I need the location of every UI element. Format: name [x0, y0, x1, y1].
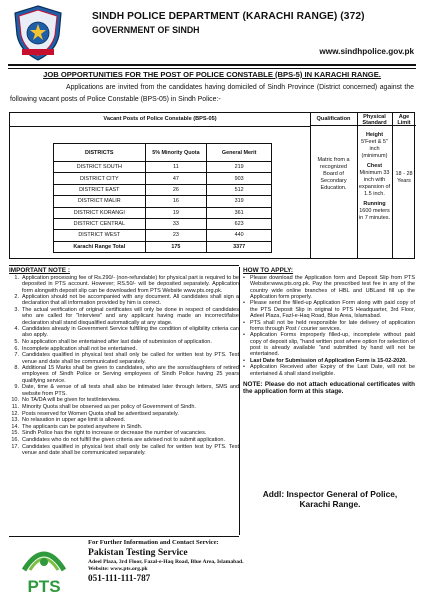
table-row — [54, 230, 272, 241]
footer-contact-line: For Further Information and Contact Service: — [88, 539, 219, 546]
list-item: 2. Application should not be accompanied with any document. All candidates shall sign a declaration that all information provided by him is correct. — [14, 294, 239, 307]
list-item: 16. Candidates who do not fulfill the given criteria are advised not to submit application. — [11, 437, 226, 444]
table-cell: 16 — [145, 196, 207, 207]
list-item: 11. Minority Quota shall be observed as per policy of Government of Sindh. — [11, 403, 196, 410]
pts-logo-icon — [14, 540, 74, 598]
list-item-text: No relaxation in upper age limit is allowed. — [22, 417, 126, 424]
table-cell: 903 — [207, 173, 272, 184]
list-item: 8. Additional 15 Marks shall be given to candidates, who are the sons/daughters of retired employees of Sindh Police or Serving employees of Sindh Police having 25 years qualifying service. — [14, 365, 239, 384]
table-divider — [310, 113, 311, 258]
district-table — [53, 143, 272, 253]
how-to-apply-heading: HOW TO APPLY: — [243, 267, 294, 274]
table-cell: 440 — [207, 230, 272, 241]
table-cell: DISTRICT MALIR — [54, 196, 146, 207]
list-item-text: Candidates already in Government Service fulfilling the condition of eligibility criteria can also apply. — [22, 326, 239, 339]
footer-rule — [9, 536, 239, 537]
list-item-text: Candidates qualified in physical test shall only be called for written test by PTS. Test venue and date shall be communicated separately. — [22, 352, 239, 365]
footer-address: Adeel Plaza, 3rd Floor, Fazal-e-Haq Road, Blue Area, Islamabad. — [88, 559, 244, 565]
table-cell: 512 — [207, 184, 272, 195]
list-item-text: Posts reserved for Women Quota shall be advertised separately. — [22, 410, 179, 417]
height-label: Height — [365, 132, 384, 138]
list-item: • Application Forms improperly filled-up, incomplete without paid copy of deposit slip, "hand written post where option for selection of post is already available "and submitted by hand will not be entertained. — [243, 332, 415, 358]
list-item: 15. Sindh Police has the right to increase or decrease the number of vacancies. — [11, 430, 207, 437]
intro-paragraph: Applications are invited from the candidates having domiciled of Sindh Province (District concerned) against the following vacant posts of Police Constable (BPS-05) in Sindh Police:- — [10, 84, 414, 103]
list-item-text: Please download the Application form and Deposit Slip from PTS Website:www.pts.org.pk. Pay the prescribed test fee in any of the country wide online branches of HBL and UBLand fill up the Application form properly. — [250, 275, 415, 300]
list-item-text: Candidates who do not fulfill the given criteria are advised not to submit application. — [22, 437, 226, 444]
page-header — [8, 5, 416, 63]
table-row — [54, 207, 272, 218]
svg-text:PTS: PTS — [27, 577, 61, 596]
table-row — [54, 173, 272, 184]
list-item: 1. Application processing fee of Rs.290/- (non-refundable) for physical part is required to be deposited in PTS account. However; RS.50/- will be deposited separately. Application form alongwith deposit slip can be downloaded from PTS Website www.pts.org.pk. — [14, 275, 239, 294]
table-cell: DISTRICT KORANGI — [54, 207, 146, 218]
list-item: 17. Candidates qualified in physical test shall only be called for written test by PTS. Test venue and date shall be communicated separately. — [11, 443, 239, 456]
list-item: 13. No relaxation in upper age limit is allowed. — [11, 417, 126, 424]
list-item-text: Additional 15 Marks shall be given to candidates, who are the sons/daughters of retired employees of Sindh Police or Serving employees of Sindh Police having 25 years qualifying service. — [22, 365, 239, 384]
table-total-row — [54, 241, 272, 252]
footer-phone[interactable]: 051-111-111-787 — [88, 573, 151, 583]
running-value: 1600 meters in 7 minutes. — [358, 208, 391, 221]
table-row — [54, 162, 272, 173]
list-item-text: Application processing fee of Rs.290/- (non-refundable) for physical part is required to be deposited in PTS account. However; RS.50/- will be deposited separately. Application form alongwith deposit slip can be downloaded from PTS Website www.pts.org.pk. — [22, 275, 239, 294]
table-divider — [392, 113, 393, 258]
list-item: • Please send the filled-up Application Form along with paid copy of the PTS Deposit Slip in original to PTS Headquarter, 3rd Floor, Adeel Plaza, Fazl-e-Haq Road, Blue Area, Islamabad. — [243, 300, 415, 319]
list-item-text: No TA/DA will be given for test/interview. — [22, 397, 121, 404]
header-rule — [8, 64, 416, 66]
list-item-text: No application shall be entertained after last date of submission of application. — [22, 339, 212, 346]
list-item: 14. The applicants can be posted anywhere in Sindh. — [11, 423, 143, 430]
table-cell: Karachi Range Total — [54, 241, 146, 252]
table-cell: 11 — [145, 162, 207, 173]
list-item-text: Candidates qualified in physical test shall only be called for written test by PTS. Test venue and date shall be communicated separately. — [22, 443, 239, 456]
list-item-text: The applicants can be posted anywhere in Sindh. — [22, 423, 143, 430]
list-item: 4. Candidates already in Government Service fulfilling the condition of eligibility criteria can also apply. — [14, 326, 239, 339]
list-item-text: Please send the filled-up Application Form along with paid copy of the PTS Deposit Slip in original to PTS Headquarter, 3rd Floor, Adeel Plaza, Fazl-e-Haq Road, Blue Area, Islamabad. — [250, 300, 415, 319]
important-note-list — [9, 275, 239, 456]
list-item: • Application Received after Expiry of the Last Date, will not be entertained & shall stand ineligible. — [243, 364, 415, 377]
table-cell: 47 — [145, 173, 207, 184]
important-note — [9, 267, 239, 547]
running-label: Running — [363, 201, 386, 207]
list-item-text: Incomplete application shall not be entertained. — [22, 345, 137, 352]
table-cell: 175 — [145, 241, 207, 252]
column-header: DISTRICTS — [54, 144, 146, 162]
column-header: 5% Minority Quota — [145, 144, 207, 162]
footer-contact — [88, 539, 248, 583]
table-cell: 361 — [207, 207, 272, 218]
physical-header: Physical Standard — [362, 114, 387, 126]
table-cell: DISTRICT CITY — [54, 173, 146, 184]
table-cell: DISTRICT EAST — [54, 184, 146, 195]
list-item-text: Minority Quota shall be observed as per policy of Government of Sindh. — [22, 403, 196, 410]
list-item: • Last Date for Submission of Application Form is 15-02-2020. — [243, 357, 407, 364]
table-cell: 3377 — [207, 241, 272, 252]
list-item: 10. No TA/DA will be given for test/interview. — [11, 397, 121, 404]
government-title: GOVERNMENT OF SINDH — [92, 25, 200, 35]
job-title: JOB OPPORTUNITIES FOR THE POST OF POLICE CONSTABLE (BPS-5) IN KARACHI RANGE. — [43, 70, 381, 79]
list-item-text: Application should not be accompanied with any document. All candidates shall sign a declaration that all information provided by him is correct. — [22, 294, 239, 307]
how-to-apply-list — [243, 275, 415, 377]
chest-label: Chest — [366, 163, 383, 169]
table-cell: 26 — [145, 184, 207, 195]
column-header: General Merit — [207, 144, 272, 162]
list-item: • PTS shall not be held responsible for late delivery of application forms through Post / courier services. — [243, 319, 415, 332]
chest-value: Minimum 33 inch with expansion of 1.5 inch. — [358, 170, 391, 197]
qualification-header: Qualification — [316, 116, 351, 122]
table-cell: 319 — [207, 196, 272, 207]
list-item-text: Application Received after Expiry of the Last Date, will not be entertained & shall stand ineligible. — [250, 364, 415, 377]
table-cell: 33 — [145, 218, 207, 229]
age-limit: 18 - 28 Years — [395, 171, 413, 184]
list-item: 7. Candidates qualified in physical test shall only be called for written test by PTS. Test venue and date shall be communicated separately. — [14, 352, 239, 365]
age-header: Age Limit — [397, 114, 411, 126]
list-item: 12. Posts reserved for Women Quota shall be advertised separately. — [11, 410, 179, 417]
list-item: • Please download the Application form and Deposit Slip from PTS Website:www.pts.org.pk. Pay the prescribed test fee in any of the country wide online branches of HBL and UBLand fill up the Application form properly. — [243, 275, 415, 300]
height-value: 5'Feet & 5" inch (minimum) — [361, 139, 388, 159]
table-cell: 219 — [207, 162, 272, 173]
list-item-text: Date, time & venue of all tests shall also be intimated later through letters, SMS and website from PTS. — [22, 384, 239, 397]
table-row — [54, 218, 272, 229]
table-row — [54, 196, 272, 207]
physical-standard — [358, 129, 391, 222]
department-title: SINDH POLICE DEPARTMENT (KARACHI RANGE) (372) — [92, 11, 365, 22]
list-item: 6. Incomplete application shall not be entertained. — [14, 345, 137, 352]
section-rule — [9, 265, 239, 266]
list-item-text: PTS shall not be held responsible for late delivery of application forms through Post / courier services. — [250, 319, 415, 332]
table-cell: 23 — [145, 230, 207, 241]
list-item: 3. The actual verification of original certificates will only be done in respect of candidates who are called for "Interview" and any applicant having made an incorrect/false declaration shall stand disqualified automatically at any stage. — [14, 307, 239, 326]
footer-website[interactable]: Website: www.pts.org.pk — [88, 566, 148, 572]
how-to-apply — [243, 267, 415, 396]
sindh-police-logo-icon — [12, 5, 64, 61]
vacancy-table — [9, 112, 415, 259]
footer-org-name: Pakistan Testing Service — [88, 547, 188, 558]
list-item-text: The actual verification of original certificates will only be done in respect of candidates who are called for "Interview" and any applicant having made an incorrect/false declaration shall stand disqualified automatically at any stage. — [22, 307, 239, 326]
list-item-text: Last Date for Submission of Application Form is 15-02-2020. — [250, 357, 407, 364]
note-text: NOTE: Please do not attach educational certificates with the application form at this stage. — [243, 380, 415, 396]
qualification-text: Matric from a recognized Board of Secondary Education. — [317, 157, 350, 191]
table-cell: DISTRICT SOUTH — [54, 162, 146, 173]
vacancy-caption: Vacant Posts of Police Constable (BPS-05) — [103, 116, 217, 122]
list-item-text: Application Forms improperly filled-up, incomplete without paid copy of deposit slip, "hand written post where option for selection of post is already available "and submitted by hand will not be entertained. — [250, 332, 415, 358]
table-cell: DISTRICT CENTRAL — [54, 218, 146, 229]
table-divider — [10, 126, 310, 127]
department-website[interactable]: www.sindhpolice.gov.pk — [319, 47, 414, 56]
list-item-text: Sindh Police has the right to increase or decrease the number of vacancies. — [22, 430, 207, 437]
table-cell: 623 — [207, 218, 272, 229]
table-cell: 19 — [145, 207, 207, 218]
list-item: 5. No application shall be entertained after last date of submission of application. — [14, 339, 212, 346]
header-rule-thin — [8, 68, 416, 69]
list-item: 9. Date, time & venue of all tests shall also be intimated later through letters, SMS and website from PTS. — [14, 384, 239, 397]
important-note-heading: IMPORTANT NOTE : — [9, 267, 70, 274]
table-row — [54, 184, 272, 195]
signatory: Addl: Inspector General of Police, Karachi Range. — [262, 489, 398, 509]
column-divider — [239, 267, 240, 535]
table-cell: DISTRICT WEST — [54, 230, 146, 241]
